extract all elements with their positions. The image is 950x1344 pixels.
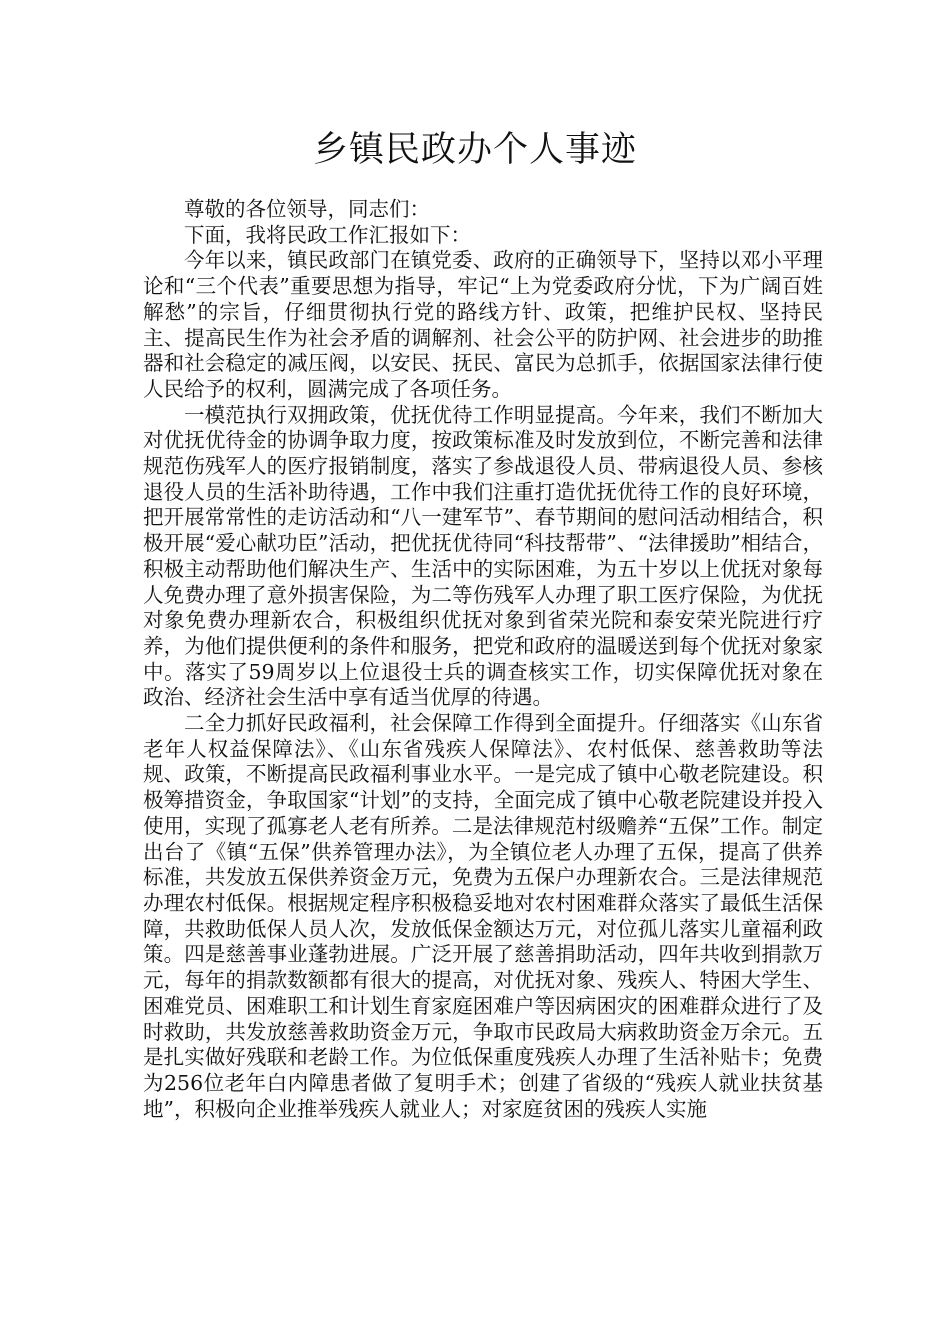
body-paragraph: 一模范执行双拥政策，优抚优待工作明显提高。今年来，我们不断加大对优抚优待金的协调争取力度，按政策标准及时发放到位，不断完善和法律规范伤残军人的医疗报销制度，落实了参战退役人员、带病退役人员、参核退役人员的生活补助待遇，工作中我们注重打造优抚优待工作的良好环境，把开展常常性的走访活动和“八一建军节”、春节期间的慰问活动相结合，积极开展“爱心献功臣”活动，把优抚优待同“科技帮带”、“法律援助”相结合，积极主动帮助他们解决生产、生活中的实际困难，为五十岁以上优抚对象每人免费办理了意外损害保险，为二等伤残军人办理了职工医疗保险，为优抚对象免费办理新农合，积极组织优抚对象到省荣光院和泰安荣光院进行疗养，为他们提供便利的条件和服务，把党和政府的温暖送到每个优抚对象家中。落实了59周岁以上位退役士兵的调查核实工作，切实保障优抚对象在政治、经济社会生活中享有适当优厚的待遇。 bbox=[143, 402, 823, 710]
document-title: 乡镇民政办个人事迹 bbox=[312, 130, 637, 170]
document-body bbox=[143, 197, 823, 1122]
body-paragraph: 今年以来，镇民政部门在镇党委、政府的正确领导下，坚持以邓小平理论和“三个代表”重要思想为指导，牢记“上为党委政府分忧，下为广阔百姓解愁”的宗旨，仔细贯彻执行党的路线方针、政策，把维护民权、坚持民主、提高民生作为社会矛盾的调解剂、社会公平的防护网、社会进步的助推器和社会稳定的减压阀，以安民、抚民、富民为总抓手，依据国家法律行使人民给予的权利，圆满完成了各项任务。 bbox=[143, 248, 823, 401]
intro-paragraph: 下面，我将民政工作汇报如下： bbox=[184, 222, 471, 247]
salutation-paragraph: 尊敬的各位领导，同志们： bbox=[184, 197, 430, 221]
body-paragraph: 二全力抓好民政福利，社会保障工作得到全面提升。仔细落实《山东省老年人权益保障法》、《山东省残疾人保障法》、农村低保、慈善救助等法规、政策，不断提高民政福利事业水平。一是完成了镇中心敬老院建设。积极筹措资金，争取国家“计划”的支持，全面完成了镇中心敬老院建设并投入使用，实现了孤寡老人老有所养。二是法律规范村级赡养“五保”工作。制定出台了《镇“五保”供养管理办法》，为全镇位老人办理了五保，提高了供养标准，共发放五保供养资金万元，免费为五保户办理新农合。三是法律规范办理农村低保。根据规定程序积极稳妥地对农村困难群众落实了最低生活保障，共救助低保人员人次，发放低保金额达万元，对位孤儿落实儿童福利政策。四是慈善事业蓬勃进展。广泛开展了慈善捐助活动，四年共收到捐款万元，每年的捐款数额都有很大的提高，对优抚对象、残疾人、特困大学生、困难党员、困难职工和计划生育家庭困难户等因病困灾的困难群众进行了及时救助，共发放慈善救助资金万元，争取市民政局大病救助资金万余元。五是扎实做好残联和老龄工作。为位低保重度残疾人办理了生活补贴卡；免费为256位老年白内障患者做了复明手术；创建了省级的“残疾人就业扶贫基地”，积极向企业推举残疾人就业人；对家庭贫困的残疾人实施 bbox=[143, 711, 823, 1121]
